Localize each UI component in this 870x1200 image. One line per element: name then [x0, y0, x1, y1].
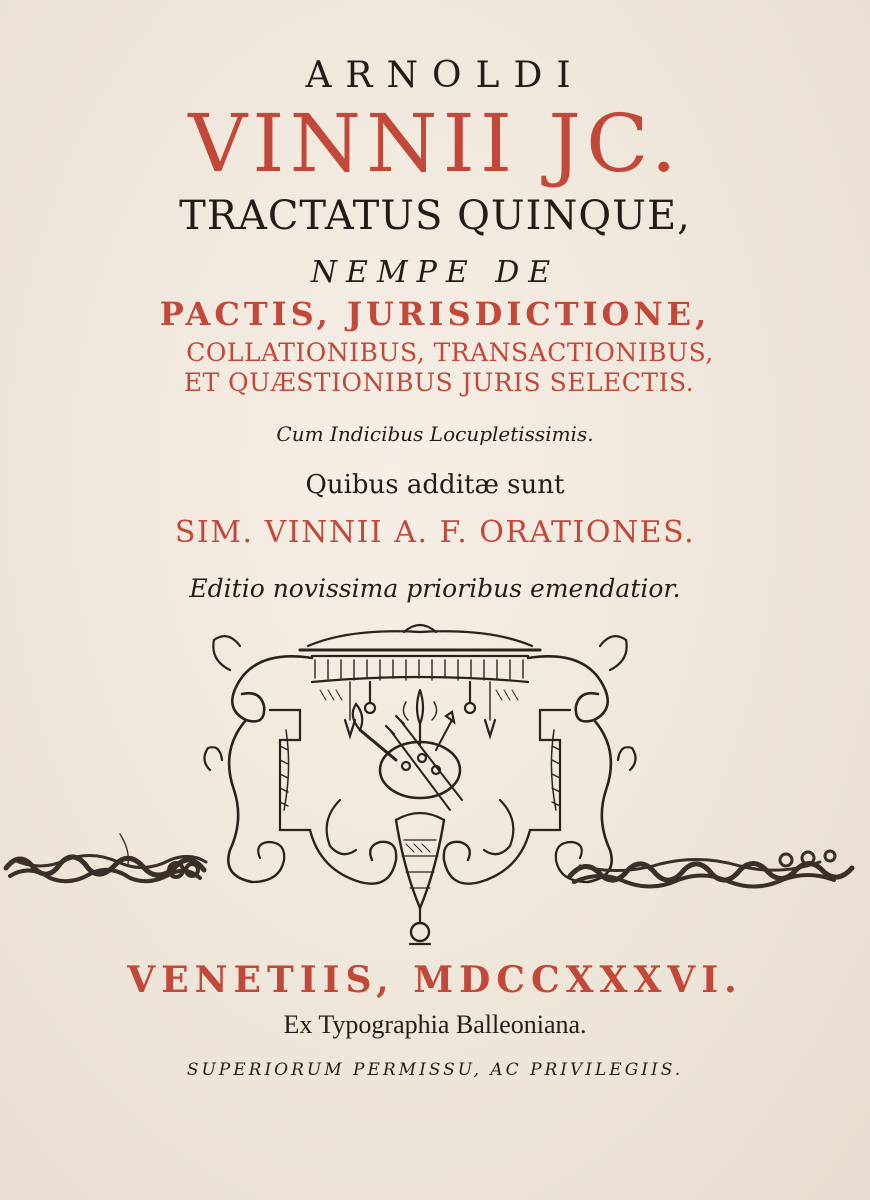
ink-scribble-left [0, 820, 220, 900]
subjects-line-2: COLLATIONIBUS, TRANSACTIONIBUS, [186, 338, 714, 367]
subjects-line-1: PACTIS, JURISDICTIONE, [159, 295, 711, 333]
nempe-de: NEMPE DE [310, 255, 560, 290]
additae-line: Quibus additæ sunt [305, 470, 565, 500]
place-and-date: VENETIIS, MDCCXXXVI. [127, 959, 743, 1001]
editio-line: Editio novissima prioribus emendatior. [189, 574, 681, 603]
indices-line: Cum Indicibus Locupletissimis. [276, 422, 594, 446]
printer-line: Ex Typographia Balleoniana. [283, 1010, 587, 1039]
author-first-name: ARNOLDI [305, 55, 585, 96]
subjects-line-3: ET QUÆSTIONIBUS JURIS SELECTIS. [183, 368, 695, 397]
cartouche-vignette [200, 620, 640, 950]
author-surname: VINNII JC. [188, 97, 682, 190]
privilege-line: SUPERIORUM PERMISSU, AC PRIVILEGIIS. [186, 1060, 684, 1080]
orationes-line: SIM. VINNII A. F. ORATIONES. [174, 515, 696, 550]
ink-scribble-right [560, 830, 860, 900]
work-title: TRACTATUS QUINQUE, [179, 193, 691, 239]
